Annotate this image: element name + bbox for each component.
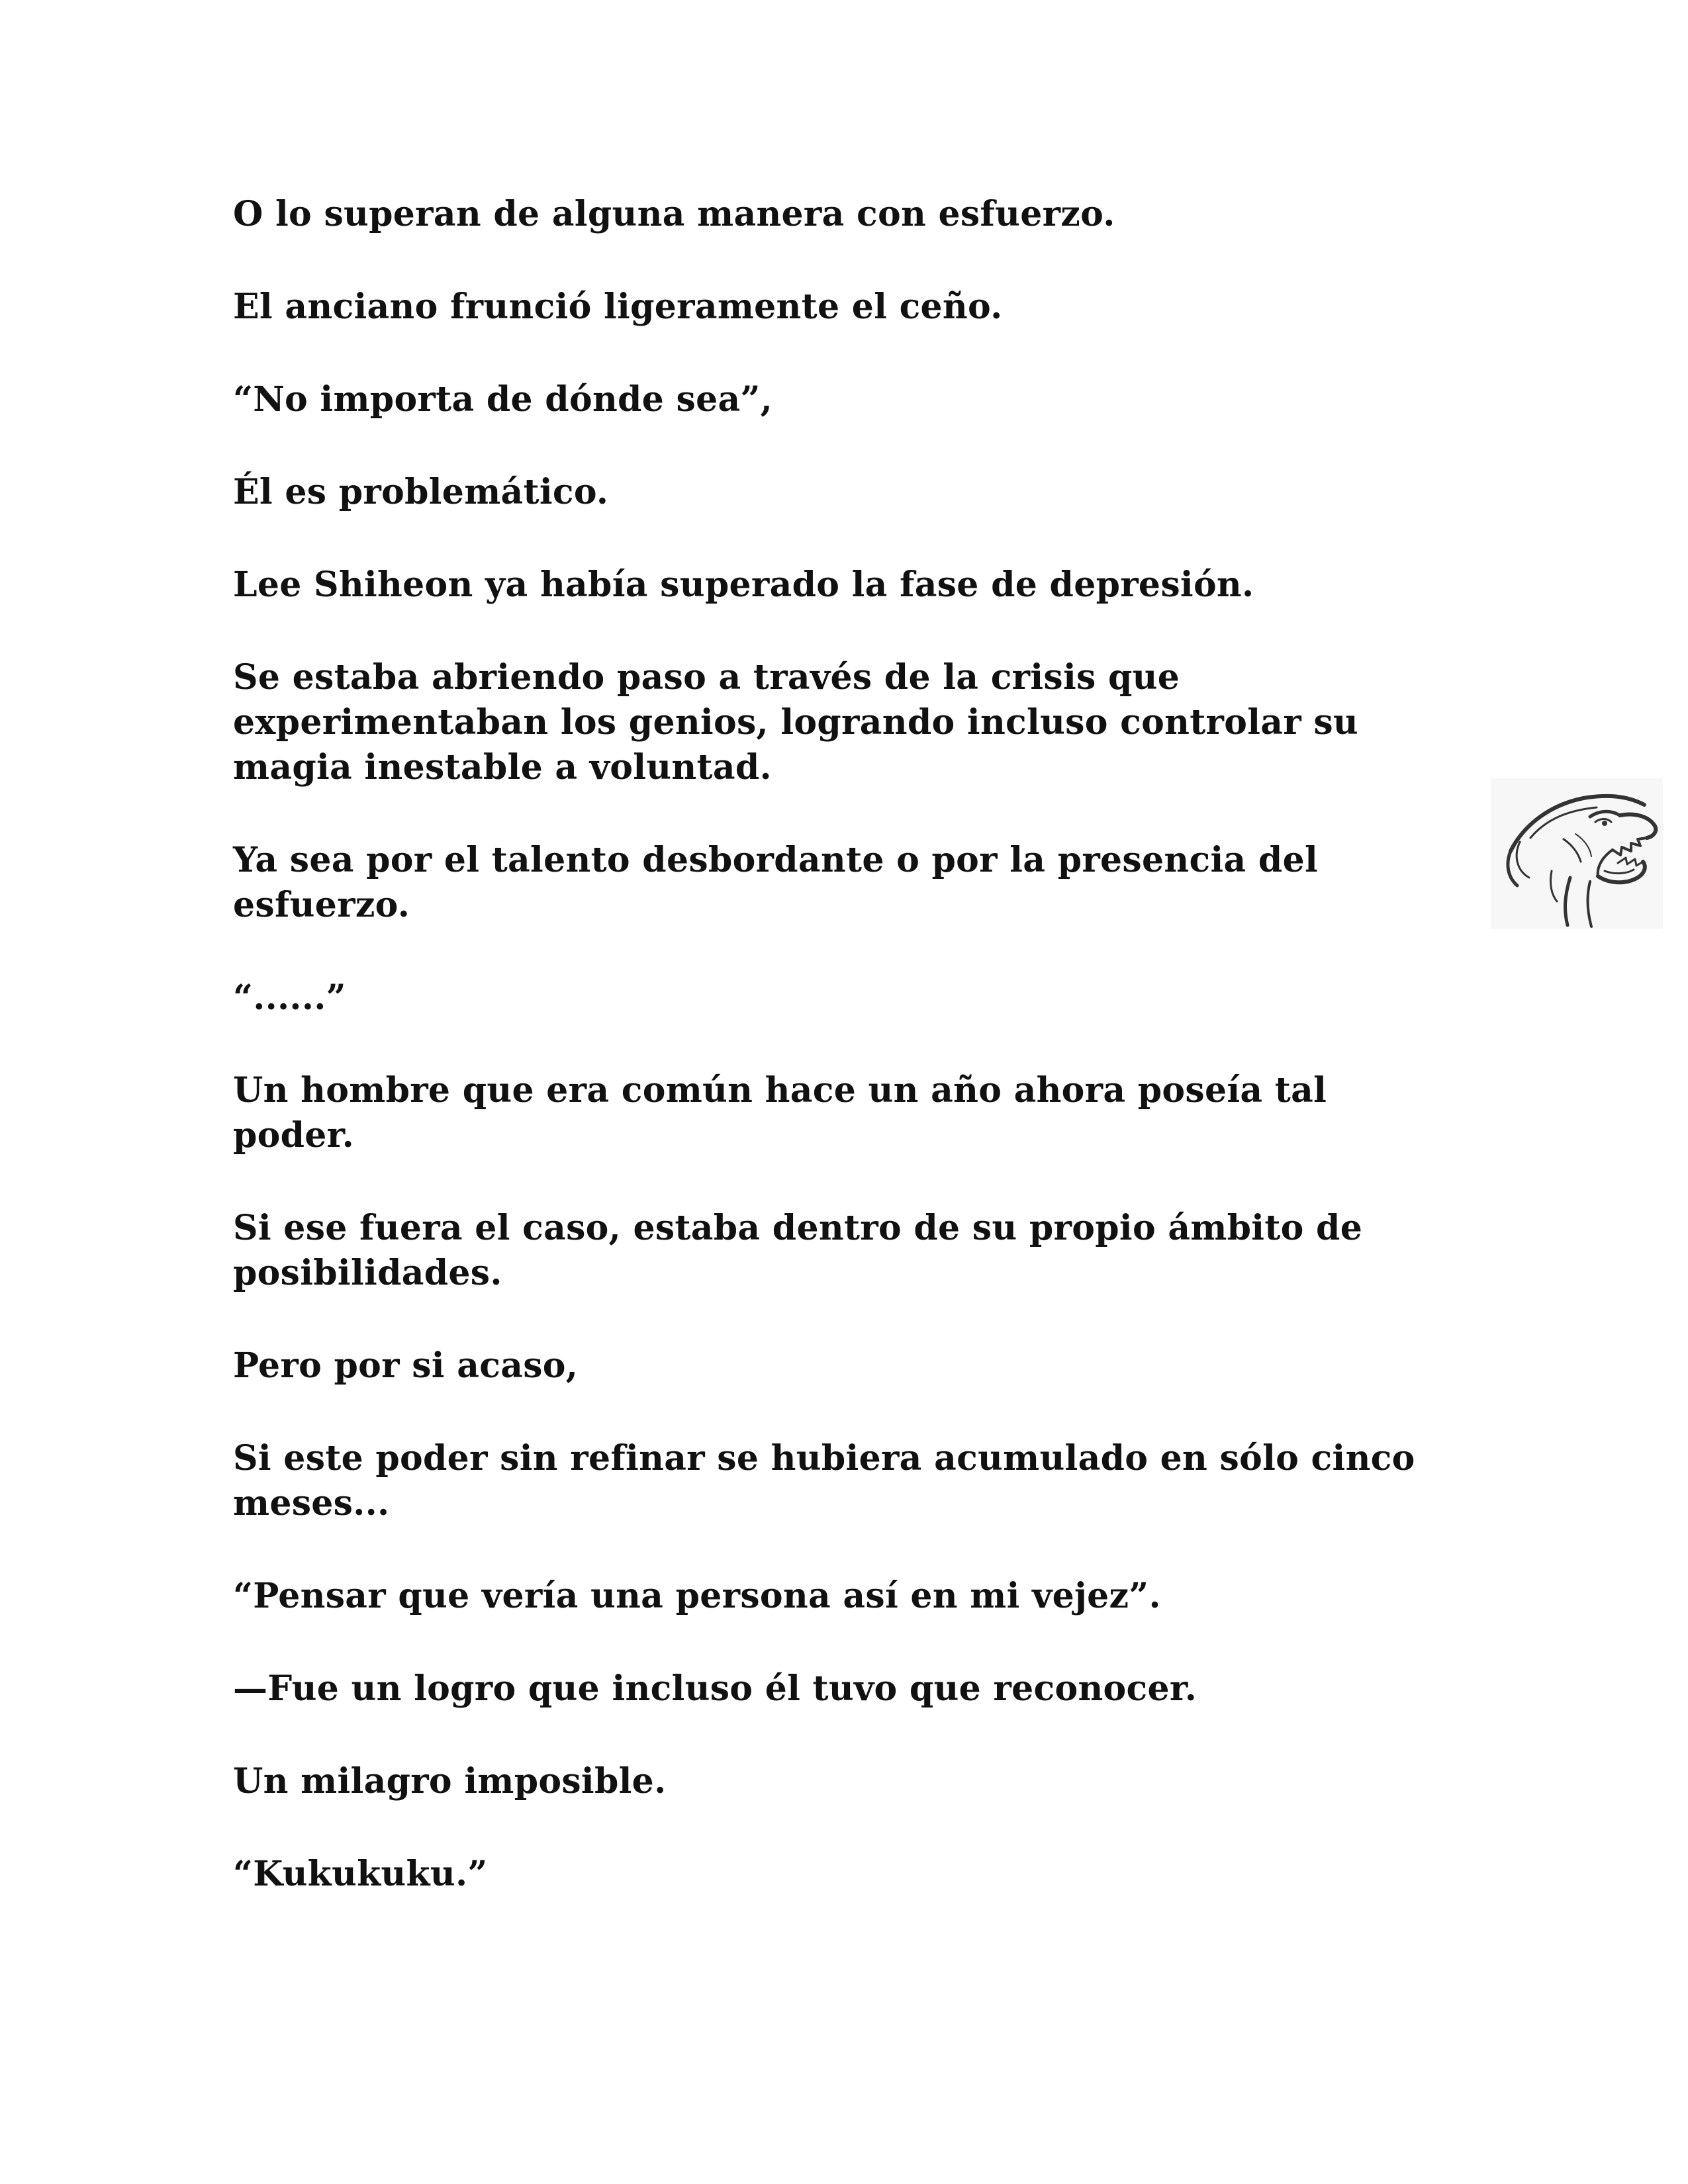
paragraph: “No importa de dónde sea”,	[233, 379, 773, 420]
paragraph: Pero por si acaso,	[233, 1345, 579, 1386]
paragraph: Se estaba abriendo paso a través de la crisis que experimentaban los genios, logrando incluso controlar su magia inestable a voluntad.	[233, 657, 1359, 788]
paragraph: El anciano frunció ligeramente el ceño.	[233, 287, 1003, 327]
paragraph: Si este poder sin refinar se hubiera acumulado en sólo cinco meses...	[233, 1438, 1415, 1524]
document-body	[233, 192, 1438, 1944]
paragraph: Ya sea por el talento desbordante o por la presencia del esfuerzo.	[233, 840, 1319, 925]
paragraph: —Fue un logro que incluso él tuvo que reconocer.	[233, 1668, 1197, 1709]
paragraph: Un milagro imposible.	[233, 1761, 667, 1801]
paragraph: “Kukukuku.”	[233, 1854, 488, 1894]
paragraph: “......”	[233, 978, 346, 1018]
paragraph: Si ese fuera el caso, estaba dentro de su propio ámbito de posibilidades.	[233, 1208, 1363, 1293]
paragraph: Él es problemático.	[233, 472, 609, 512]
paragraph: “Pensar que vería una persona así en mi vejez”.	[233, 1576, 1161, 1616]
dinosaur-head-sketch-icon	[1491, 778, 1663, 929]
paragraph: Un hombre que era común hace un año ahora poseía tal poder.	[233, 1070, 1327, 1156]
paragraph: O lo superan de alguna manera con esfuerzo.	[233, 194, 1115, 234]
paragraph: Lee Shiheon ya había superado la fase de depresión.	[233, 565, 1254, 605]
